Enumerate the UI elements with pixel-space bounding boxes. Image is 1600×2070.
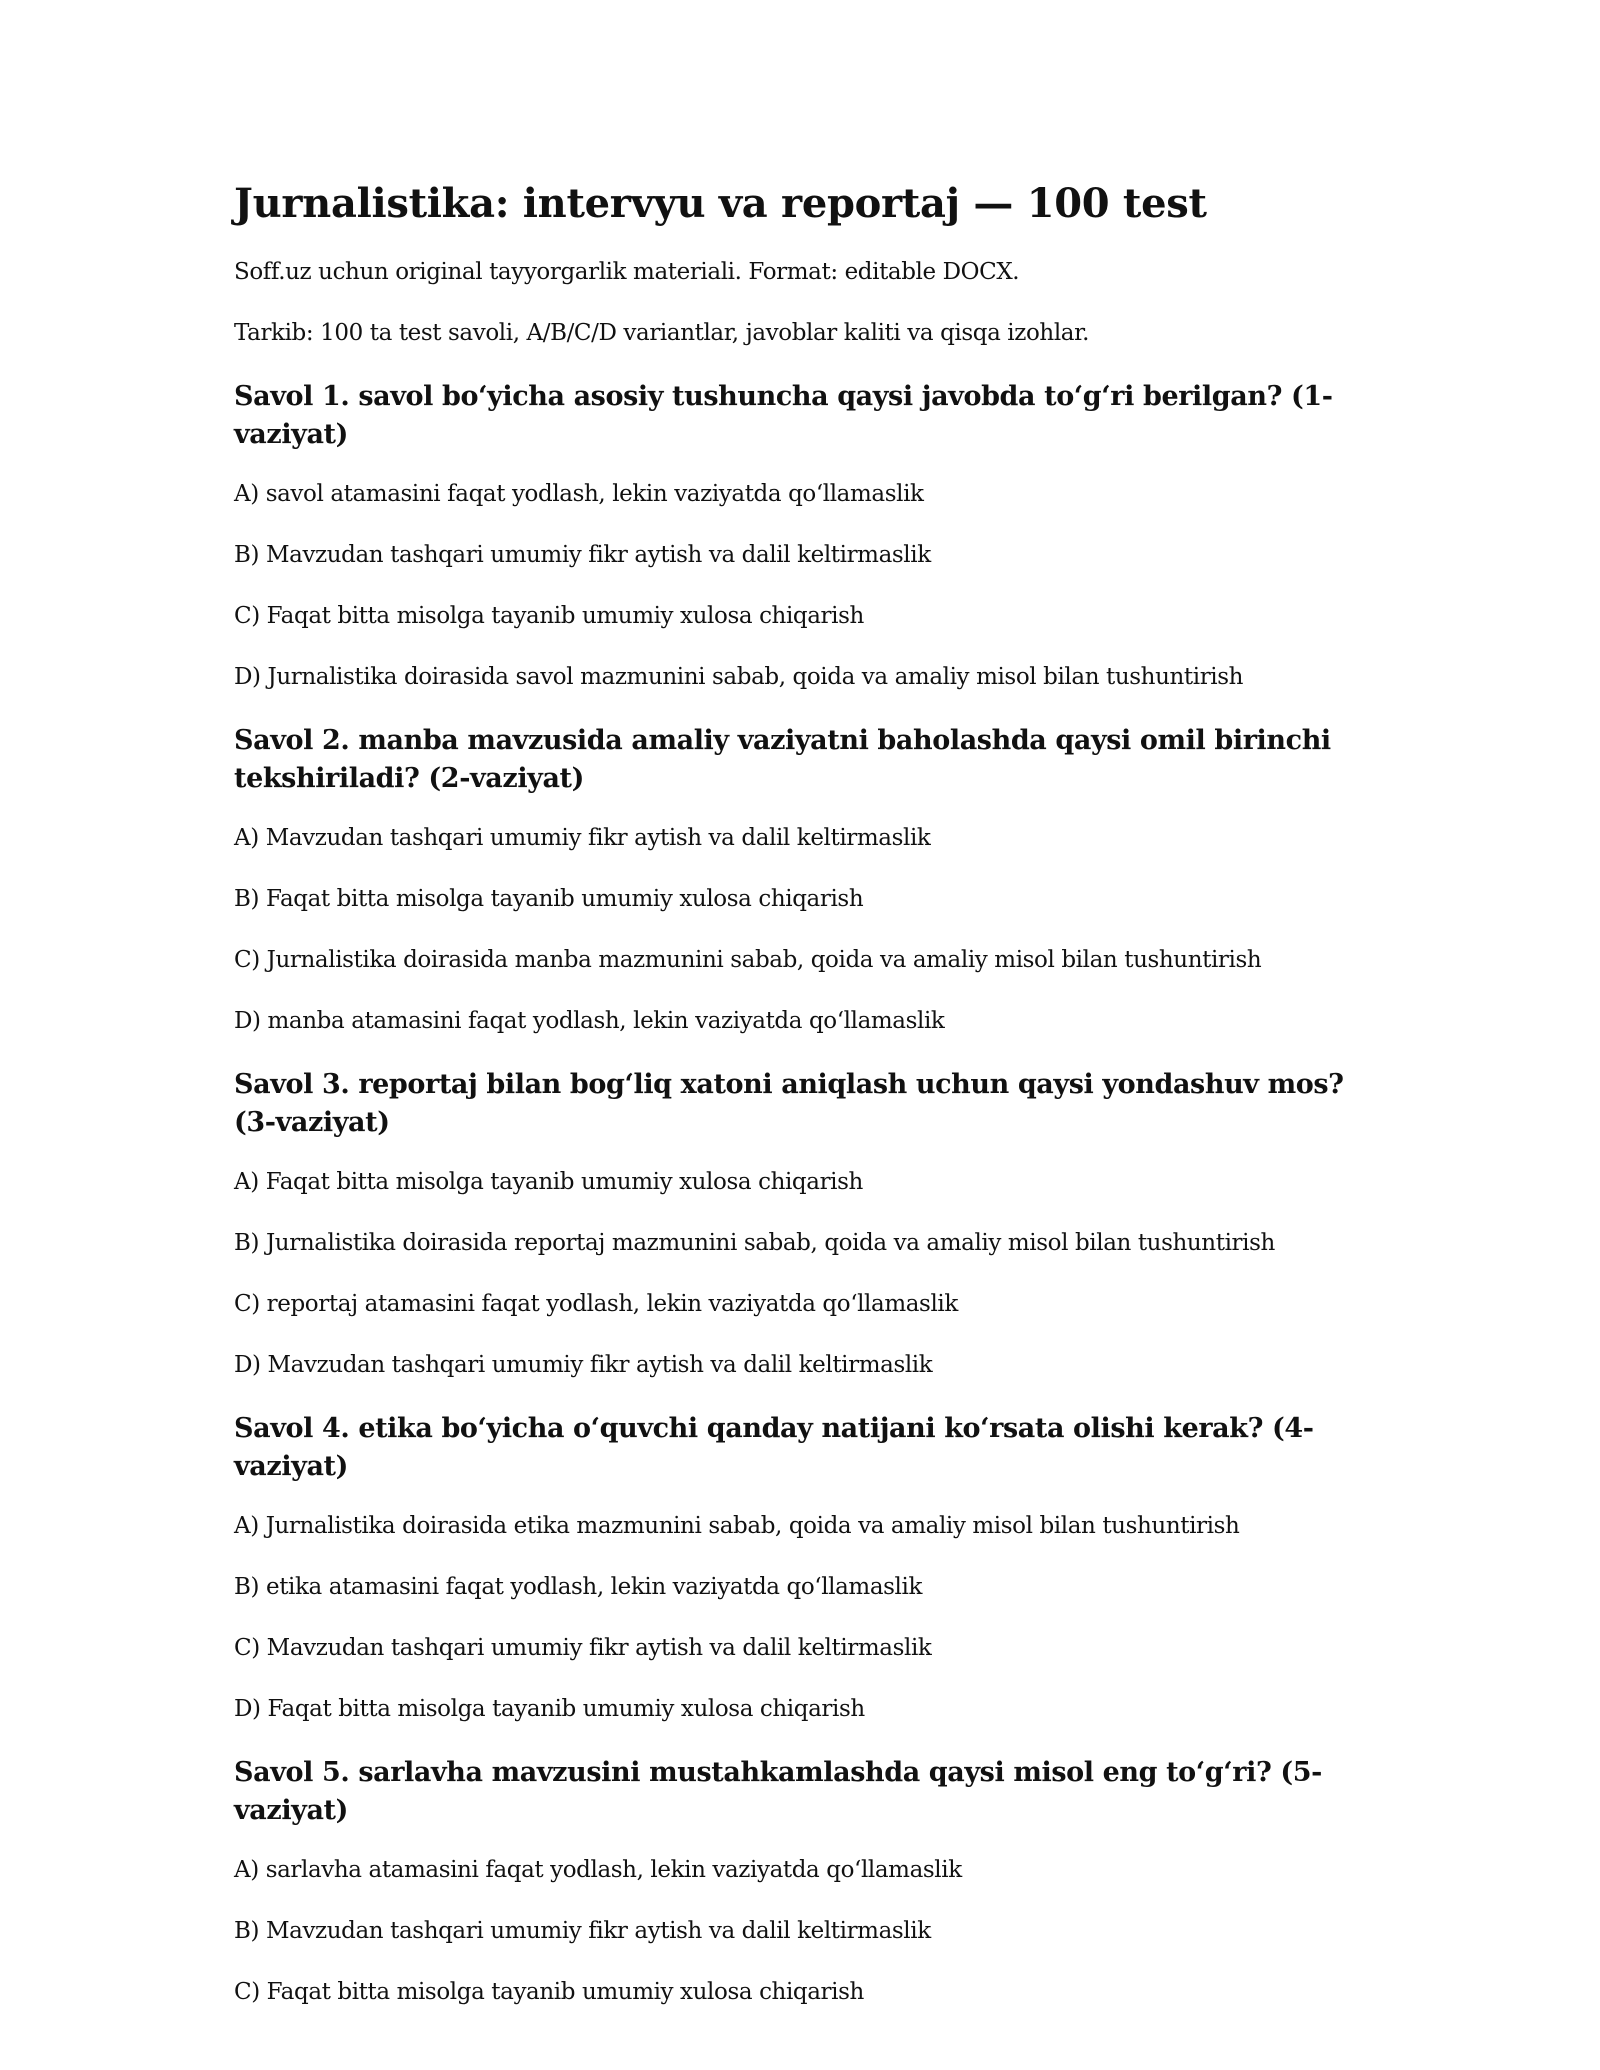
question-5 [234, 1754, 1364, 2009]
answer-option-c: C) Jurnalistika doirasida manba mazmunini sabab, qoida va amaliy misol bilan tushuntirish [234, 947, 1262, 973]
answer-option-c: C) Faqat bitta misolga tayanib umumiy xulosa chiqarish [234, 1979, 864, 2005]
answer-option-b: B) Jurnalistika doirasida reportaj mazmunini sabab, qoida va amaliy misol bilan tushuntirish [234, 1230, 1275, 1256]
question-text: Savol 5. sarlavha mavzusini mustahkamlashda qaysi misol eng to‘g‘ri? (5-vaziyat) [234, 1757, 1322, 1826]
answer-option-d: D) manba atamasini faqat yodlash, lekin vaziyatda qo‘llamaslik [234, 1008, 945, 1034]
answer-option-b: B) Faqat bitta misolga tayanib umumiy xulosa chiqarish [234, 886, 864, 912]
document-title: Jurnalistika: intervyu va reportaj — 100 test [234, 180, 1207, 227]
question-2 [234, 722, 1364, 1038]
answer-option-b: B) Mavzudan tashqari umumiy fikr aytish va dalil keltirmaslik [234, 1918, 931, 1944]
question-1 [234, 378, 1364, 694]
document-intro: Soff.uz uchun original tayyorgarlik materiali. Format: editable DOCX. [234, 259, 1020, 285]
answer-option-a: A) Mavzudan tashqari umumiy fikr aytish va dalil keltirmaslik [234, 825, 931, 851]
answer-option-b: B) Mavzudan tashqari umumiy fikr aytish va dalil keltirmaslik [234, 542, 931, 568]
document-body [234, 180, 1364, 2037]
answer-option-d: D) Jurnalistika doirasida savol mazmunini sabab, qoida va amaliy misol bilan tushuntirish [234, 664, 1244, 690]
question-text: Savol 4. etika bo‘yicha o‘quvchi qanday natijani ko‘rsata olishi kerak? (4-vaziyat) [234, 1413, 1314, 1482]
answer-option-c: C) Faqat bitta misolga tayanib umumiy xulosa chiqarish [234, 603, 864, 629]
question-4 [234, 1410, 1364, 1726]
answer-option-a: A) Jurnalistika doirasida etika mazmunini sabab, qoida va amaliy misol bilan tushuntirish [234, 1513, 1240, 1539]
answer-option-d: D) Mavzudan tashqari umumiy fikr aytish va dalil keltirmaslik [234, 1352, 933, 1378]
answer-option-a: A) sarlavha atamasini faqat yodlash, lekin vaziyatda qo‘llamaslik [234, 1857, 962, 1883]
question-text: Savol 2. manba mavzusida amaliy vaziyatni baholashda qaysi omil birinchi tekshiriladi? (2-vaziyat) [234, 725, 1331, 794]
answer-option-d: D) Faqat bitta misolga tayanib umumiy xulosa chiqarish [234, 1696, 865, 1722]
question-3 [234, 1066, 1364, 1382]
answer-option-c: C) Mavzudan tashqari umumiy fikr aytish va dalil keltirmaslik [234, 1635, 932, 1661]
answer-option-a: A) Faqat bitta misolga tayanib umumiy xulosa chiqarish [234, 1169, 863, 1195]
answer-option-b: B) etika atamasini faqat yodlash, lekin vaziyatda qo‘llamaslik [234, 1574, 923, 1600]
answer-option-a: A) savol atamasini faqat yodlash, lekin vaziyatda qo‘llamaslik [234, 481, 924, 507]
answer-option-c: C) reportaj atamasini faqat yodlash, lekin vaziyatda qo‘llamaslik [234, 1291, 958, 1317]
question-text: Savol 1. savol bo‘yicha asosiy tushuncha qaysi javobda to‘g‘ri berilgan? (1-vaziyat) [234, 381, 1333, 450]
question-text: Savol 3. reportaj bilan bog‘liq xatoni aniqlash uchun qaysi yondashuv mos? (3-vaziyat) [234, 1069, 1344, 1138]
document-contents: Tarkib: 100 ta test savoli, A/B/C/D variantlar, javoblar kaliti va qisqa izohlar. [234, 320, 1090, 346]
